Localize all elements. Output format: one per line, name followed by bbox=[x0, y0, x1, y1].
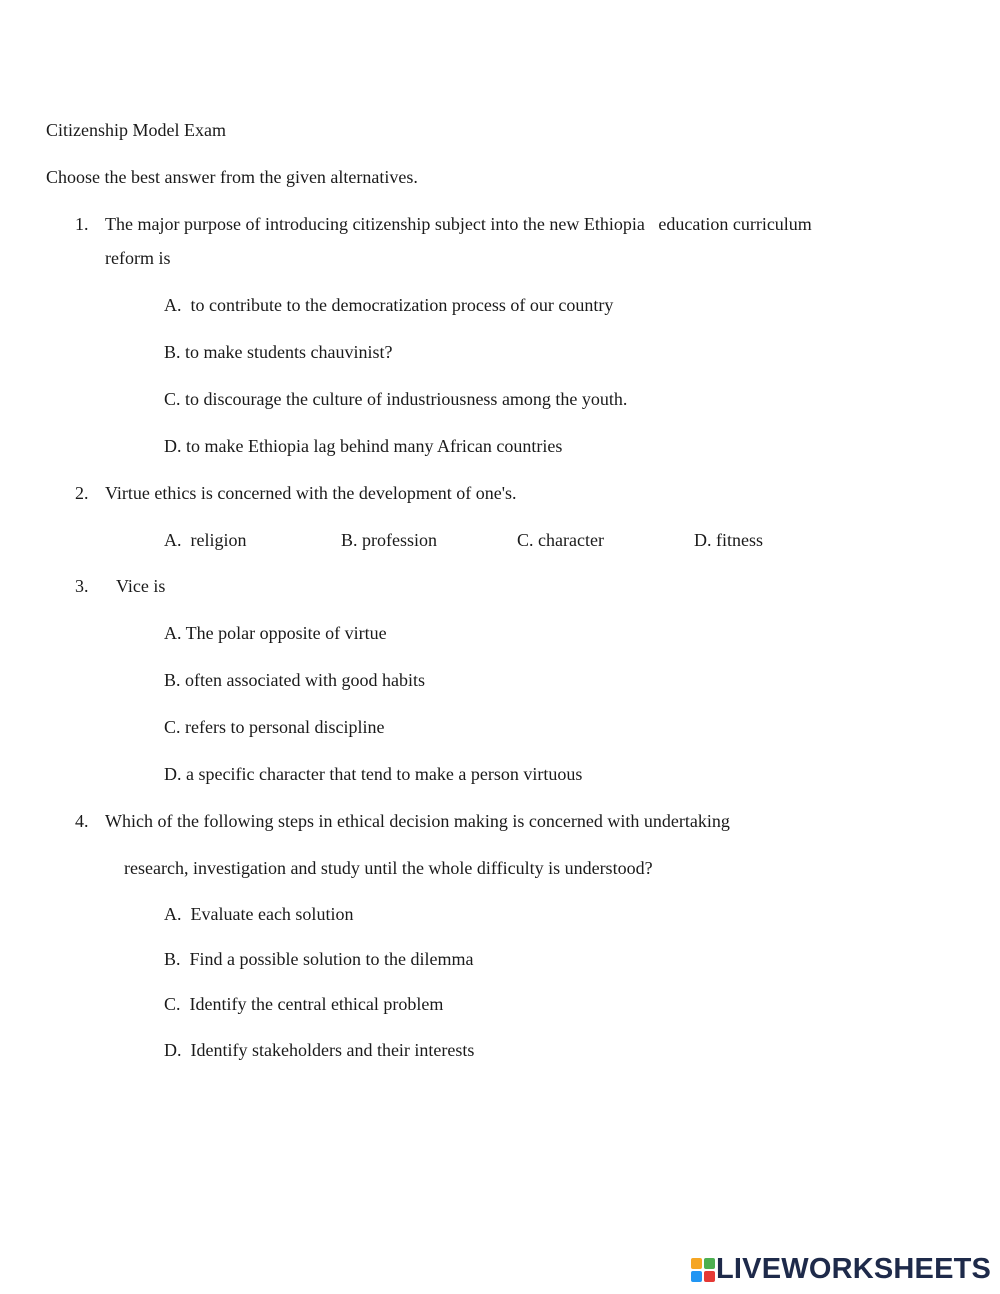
option-d[interactable]: D. Identify stakeholders and their interests bbox=[164, 1040, 475, 1060]
liveworksheets-logo-icon bbox=[690, 1257, 716, 1283]
question-number: 1. bbox=[75, 214, 89, 234]
option-b[interactable]: B. Find a possible solution to the dilemma bbox=[164, 949, 474, 969]
option-b[interactable]: B. profession bbox=[341, 530, 437, 550]
question-text: The major purpose of introducing citizenship subject into the new Ethiopia education curriculum bbox=[105, 214, 812, 234]
option-a[interactable]: A. to contribute to the democratization process of our country bbox=[164, 295, 614, 315]
option-a[interactable]: A. religion bbox=[164, 530, 247, 550]
question-text: Which of the following steps in ethical decision making is concerned with undertaking bbox=[105, 811, 730, 831]
option-d[interactable]: D. a specific character that tend to make a person virtuous bbox=[164, 764, 583, 784]
option-c[interactable]: C. Identify the central ethical problem bbox=[164, 994, 444, 1014]
option-c[interactable]: C. to discourage the culture of industriousness among the youth. bbox=[164, 389, 628, 409]
question-text-continued: research, investigation and study until the whole difficulty is understood? bbox=[124, 858, 653, 878]
option-c[interactable]: C. refers to personal discipline bbox=[164, 717, 385, 737]
question-number: 2. bbox=[75, 483, 89, 503]
option-b[interactable]: B. often associated with good habits bbox=[164, 670, 425, 690]
question-text: Virtue ethics is concerned with the development of one's. bbox=[105, 483, 517, 503]
liveworksheets-brand bbox=[690, 1254, 990, 1286]
question-text-continued: reform is bbox=[105, 248, 171, 268]
option-c[interactable]: C. character bbox=[517, 530, 604, 550]
option-b[interactable]: B. to make students chauvinist? bbox=[164, 342, 393, 362]
brand-name: LIVEWORKSHEETS bbox=[716, 1253, 992, 1285]
instructions: Choose the best answer from the given alternatives. bbox=[46, 167, 418, 187]
option-a[interactable]: A. Evaluate each solution bbox=[164, 904, 354, 924]
option-d[interactable]: D. fitness bbox=[694, 530, 763, 550]
question-text: Vice is bbox=[116, 576, 166, 596]
option-d[interactable]: D. to make Ethiopia lag behind many African countries bbox=[164, 436, 563, 456]
question-number: 4. bbox=[75, 811, 89, 831]
document-title: Citizenship Model Exam bbox=[46, 120, 226, 140]
question-number: 3. bbox=[75, 576, 89, 596]
option-a[interactable]: A. The polar opposite of virtue bbox=[164, 623, 387, 643]
